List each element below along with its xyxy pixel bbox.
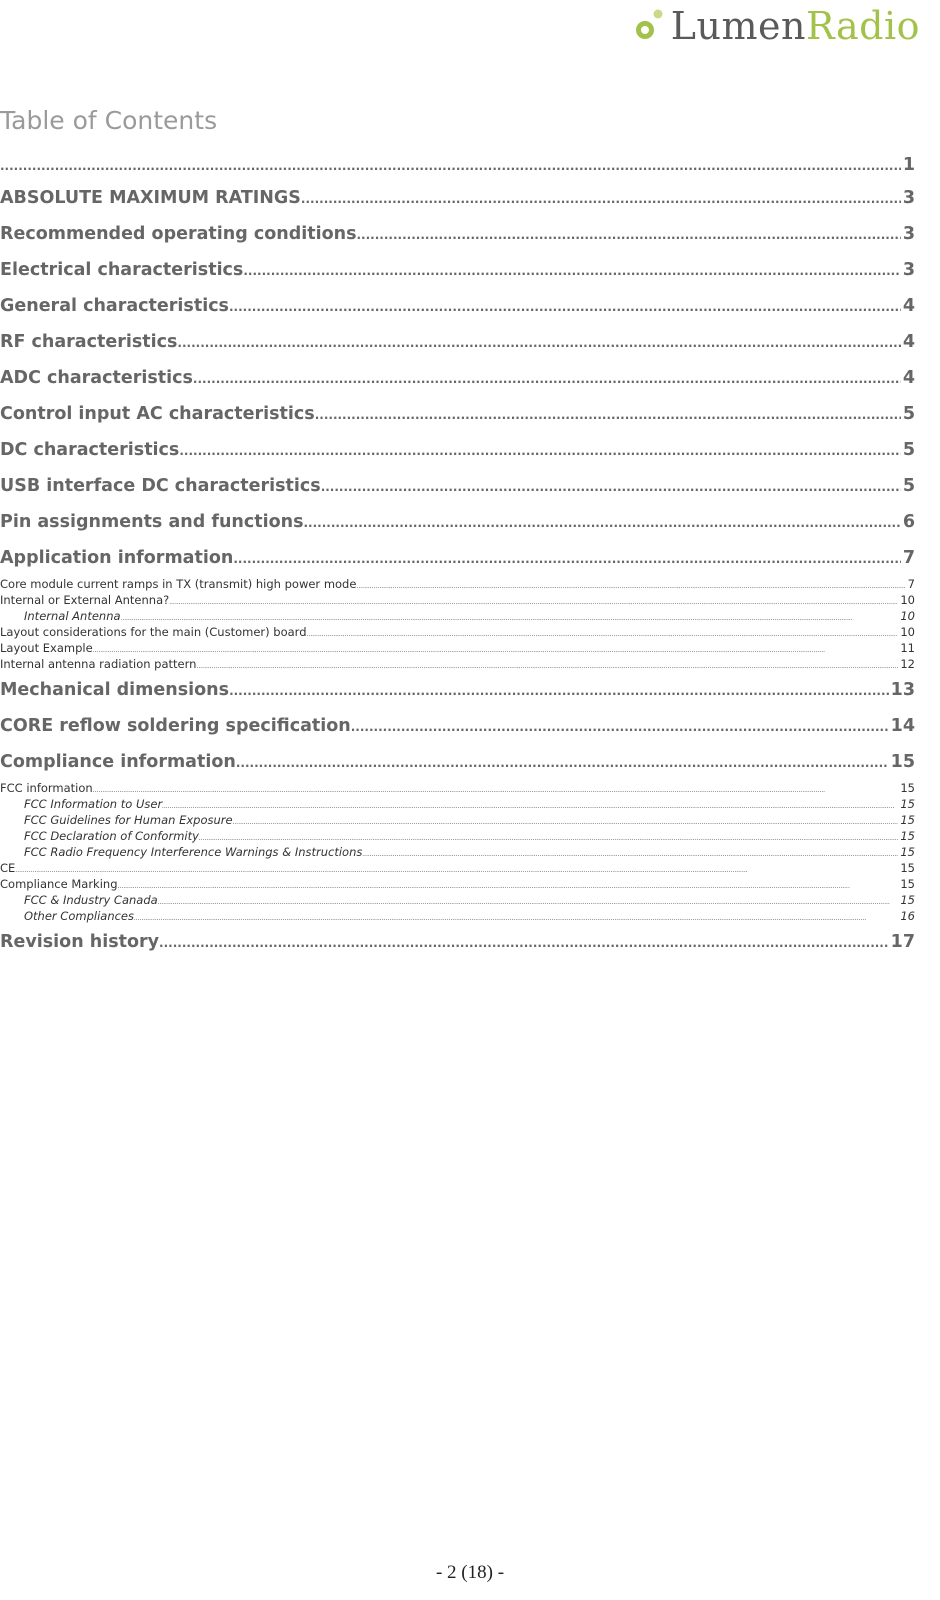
toc-entry[interactable] [0, 150, 915, 180]
toc-entry[interactable] [0, 828, 915, 844]
toc-entry-page: 5 [902, 404, 915, 424]
toc-entry[interactable] [0, 540, 915, 576]
toc-entry[interactable] [0, 744, 915, 780]
toc-entry[interactable] [0, 396, 915, 432]
toc-entry-title: FCC Declaration of Conformity [24, 829, 199, 843]
toc-entry-title: Layout considerations for the main (Customer) board [0, 625, 307, 639]
logo-mark-icon [631, 6, 671, 46]
logo-word-radio: Radio [806, 4, 920, 48]
toc-entry-title: FCC & Industry Canada [24, 893, 158, 907]
toc-leader-dots [169, 595, 898, 608]
toc-entry-title: General characteristics [0, 296, 229, 316]
toc-entry[interactable] [0, 576, 915, 592]
toc-entry-title: ABSOLUTE MAXIMUM RATINGS [0, 188, 301, 208]
toc-leader-dots [121, 611, 899, 624]
toc-entry-page: 11 [900, 641, 915, 655]
toc-entry-page: 17 [890, 932, 915, 952]
toc-entry-page: 14 [890, 716, 915, 736]
toc-entry-page: 4 [902, 296, 915, 316]
toc-entry-page: 12 [900, 657, 915, 671]
toc-leader-dots [118, 879, 899, 892]
toc-leader-dots [301, 181, 901, 216]
toc-entry-page: 5 [902, 476, 915, 496]
toc-entry-page: 15 [890, 752, 915, 772]
toc-leader-dots [243, 253, 900, 288]
toc-entry[interactable] [0, 860, 915, 876]
toc-entry-title: Internal Antenna [24, 609, 121, 623]
toc-entry[interactable] [0, 504, 915, 540]
toc-entry-title: Pin assignments and functions [0, 512, 304, 532]
toc-entry[interactable] [0, 672, 915, 708]
toc-entry-title: Mechanical dimensions [0, 680, 230, 700]
toc-entry[interactable] [0, 608, 915, 624]
toc-entry-page: 3 [902, 224, 915, 244]
toc-leader-dots [233, 541, 900, 576]
toc-entry-title: RF characteristics [0, 332, 178, 352]
toc-leader-dots [159, 925, 889, 960]
lumenradio-logo [631, 6, 920, 46]
toc-entry-title: DC characteristics [0, 440, 180, 460]
toc-entry[interactable] [0, 656, 915, 672]
toc-entry[interactable] [0, 908, 915, 924]
toc-entry-page: 10 [900, 609, 915, 623]
toc-leader-dots [193, 361, 901, 396]
toc-entry-title: Layout Example [0, 641, 93, 655]
toc-entry[interactable] [0, 812, 915, 828]
toc-leader-dots [199, 831, 898, 844]
toc-entry[interactable] [0, 592, 915, 608]
toc-entry-title: Internal or External Antenna? [0, 593, 170, 607]
logo-word-lumen: Lumen [670, 4, 806, 48]
toc-entry-title: FCC Guidelines for Human Exposure [24, 813, 233, 827]
toc-entry-page: 10 [900, 593, 915, 607]
toc-leader-dots [357, 217, 901, 252]
toc-entry-page: 16 [900, 909, 915, 923]
toc-leader-dots [179, 433, 900, 468]
toc-entry-title: Internal antenna radiation pattern [0, 657, 197, 671]
toc-entry-page: 13 [890, 680, 915, 700]
toc-entry-title: ADC characteristics [0, 368, 193, 388]
toc-leader-dots [15, 863, 898, 876]
toc-entry[interactable] [0, 876, 915, 892]
toc-entry-page: 15 [900, 845, 915, 859]
toc-entry[interactable] [0, 780, 915, 796]
toc-entry-title: Compliance information [0, 752, 236, 772]
toc-entry-page: 3 [902, 260, 915, 280]
toc-leader-dots [162, 799, 898, 812]
toc-leader-dots [93, 643, 899, 656]
toc-entry-title: Electrical characteristics [0, 260, 244, 280]
toc-entry-title: Control input AC characteristics [0, 404, 315, 424]
toc-leader-dots [229, 673, 889, 708]
toc-entry-title: Application information [0, 548, 234, 568]
toc-entry[interactable] [0, 796, 915, 812]
toc-leader-dots [315, 397, 901, 432]
toc-entry-title: FCC Information to User [24, 797, 163, 811]
toc-leader-dots [307, 627, 899, 640]
toc-leader-dots [134, 911, 898, 924]
toc-leader-dots [351, 709, 889, 744]
page-number: - 2 (18) - [435, 1562, 505, 1583]
toc-entry-page: 6 [902, 512, 915, 532]
toc-entry-title: Compliance Marking [0, 877, 118, 891]
toc-entry[interactable] [0, 432, 915, 468]
toc-entry-title: CORE reflow soldering specification [0, 716, 351, 736]
toc-title: Table of Contents [0, 106, 218, 135]
toc-entry[interactable] [0, 708, 915, 744]
toc-entry-title: USB interface DC characteristics [0, 476, 321, 496]
toc-entry-page: 15 [900, 893, 915, 907]
toc-entry-page: 15 [900, 781, 915, 795]
toc-leader-dots [236, 745, 889, 780]
toc-entry-page: 10 [900, 625, 915, 639]
toc-entry-title: Core module current ramps in TX (transmit) high power mode [0, 577, 357, 591]
toc-entry[interactable] [0, 844, 915, 860]
toc-entry-page: 15 [900, 829, 915, 843]
toc-entry[interactable] [0, 216, 915, 252]
toc-entry[interactable] [0, 640, 915, 656]
toc-leader-dots [196, 659, 898, 672]
toc-entry-title: Revision history [0, 932, 160, 952]
toc-leader-dots [229, 289, 901, 324]
table-of-contents [0, 150, 915, 960]
toc-leader-dots [304, 505, 901, 540]
toc-entry-title: CE [0, 861, 16, 875]
toc-entry[interactable] [0, 252, 915, 288]
toc-entry-page: 1 [902, 155, 915, 175]
toc-leader-dots [356, 579, 905, 592]
toc-entry[interactable] [0, 180, 915, 216]
toc-entry-page: 5 [902, 440, 915, 460]
toc-leader-dots [177, 325, 900, 360]
toc-entry[interactable] [0, 468, 915, 504]
toc-entry-page: 4 [902, 332, 915, 352]
toc-entry-title: Recommended operating conditions [0, 224, 357, 244]
toc-entry-page: 15 [900, 813, 915, 827]
toc-entry[interactable] [0, 924, 915, 960]
toc-leader-dots [158, 895, 899, 908]
toc-entry-page: 7 [902, 548, 915, 568]
toc-leader-dots [0, 151, 901, 180]
toc-entry-title: FCC information [0, 781, 93, 795]
toc-entry-title: Other Compliances [24, 909, 134, 923]
toc-leader-dots [362, 847, 898, 860]
toc-entry[interactable] [0, 288, 915, 324]
toc-entry[interactable] [0, 360, 915, 396]
toc-entry-page: 15 [900, 861, 915, 875]
toc-entry-title: FCC Radio Frequency Interference Warnings & Instructions [24, 845, 363, 859]
toc-entry-page: 15 [900, 797, 915, 811]
toc-entry-page: 3 [902, 188, 915, 208]
toc-entry[interactable] [0, 624, 915, 640]
toc-entry-page: 15 [900, 877, 915, 891]
toc-leader-dots [321, 469, 901, 504]
toc-entry-page: 7 [907, 577, 915, 591]
toc-leader-dots [93, 783, 899, 796]
toc-entry[interactable] [0, 892, 915, 908]
toc-leader-dots [233, 815, 899, 828]
toc-entry-page: 4 [902, 368, 915, 388]
toc-entry[interactable] [0, 324, 915, 360]
